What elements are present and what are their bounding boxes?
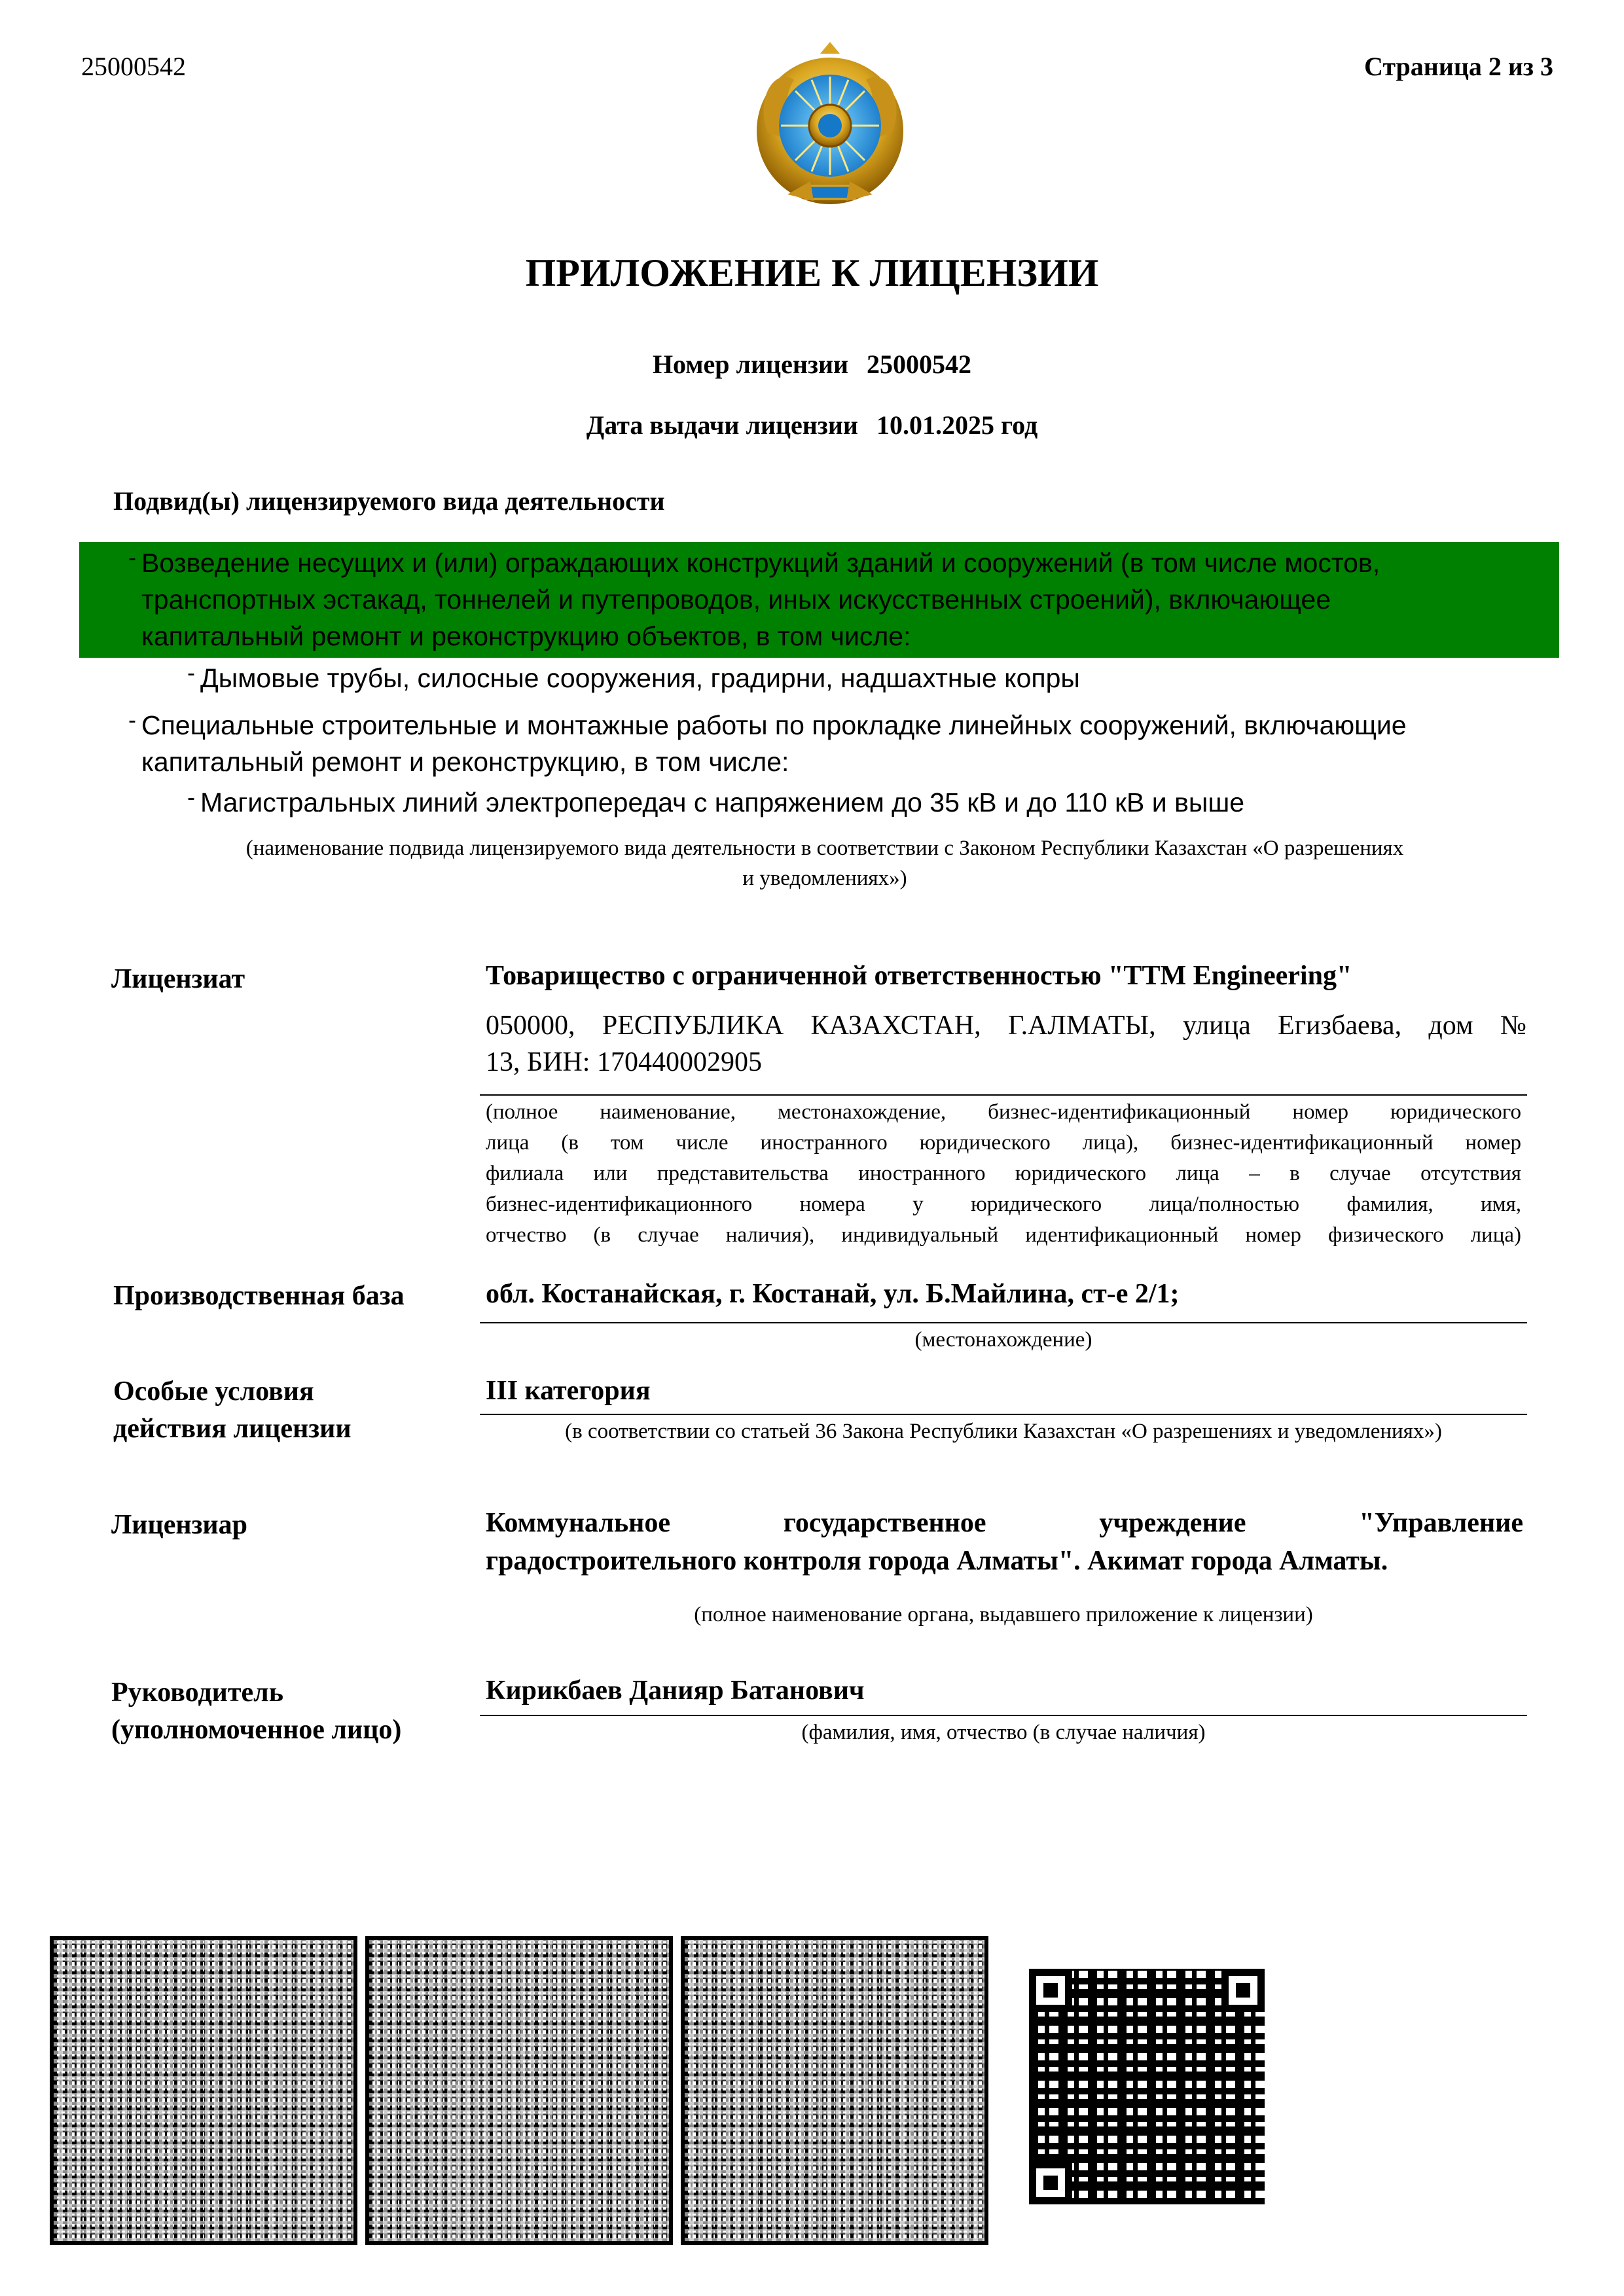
activity-subitem-2-text: Магистральных линий электропередач с напряжением до 35 кВ и до 110 кВ и выше [200, 787, 1245, 817]
license-number-label: Номер лицензии [652, 350, 849, 379]
licensee-label: Лицензиат [111, 964, 245, 994]
licensee-note-line: (полное наименование, местонахождение, бизнес-идентификационный номер юридического [486, 1100, 1521, 1124]
activity-subitem-1-text: Дымовые трубы, силосные сооружения, градирни, надшахтные копры [200, 663, 1080, 693]
special-conditions-value: III категория [486, 1376, 651, 1406]
licensor-note: (полное наименование органа, выдавшего приложение к лицензии) [694, 1603, 1313, 1626]
activity-item-2: - Специальные строительные и монтажные работы по прокладке линейных сооружений, включающие капитальный ремонт и реконструкцию, в том числе: [141, 707, 1407, 780]
licensee-name: Товарищество с ограниченной ответственностью "TTM Engineering" [486, 961, 1352, 991]
subtypes-note-line: (наименование подвида лицензируемого вида деятельности в соответствии с Законом Республики Казахстан «О разрешениях [245, 836, 1404, 860]
head-label-line: Руководитель [111, 1677, 283, 1708]
activity-item-2-line: капитальный ремонт и реконструкцию, в том числе: [141, 747, 789, 777]
activity-item-1-line: Возведение несущих и (или) ограждающих конструкций зданий и сооружений (в том числе мостов, [141, 548, 1380, 578]
special-conditions-label-line: Особые условия [113, 1376, 314, 1407]
state-emblem-icon [742, 41, 918, 217]
activity-item-1: - Возведение несущих и (или) ограждающих конструкций зданий и сооружений (в том числе мостов, транспортных эстакад, тоннелей и путепроводов, иных искусственных строений), включающее капитальный ремонт и реконструкцию объектов, в том числе: [141, 545, 1380, 655]
licensor-value-line2: градостроительного контроля города Алматы". Акимат города Алматы. [486, 1546, 1388, 1576]
licensee-note-line: отчество (в случае наличия), индивидуальный идентификационный номер физического лица) [486, 1223, 1521, 1247]
subtypes-heading: Подвид(ы) лицензируемого вида деятельности [113, 486, 665, 516]
document-number: 25000542 [81, 52, 186, 81]
head-name: Кирикбаев Данияр Батанович [486, 1676, 865, 1706]
licensee-note-line: филиала или представительства иностранного юридического лица – в случае отсутствия [486, 1162, 1521, 1185]
licensee-note-line: бизнес-идентификационного номера у юридического лица/полностью фамилия, имя, [486, 1193, 1521, 1216]
subtypes-note-line: и уведомлениях») [742, 867, 907, 890]
head-underline [480, 1715, 1527, 1716]
production-base-value: обл. Костанайская, г. Костанай, ул. Б.Майлина, ст-е 2/1; [486, 1279, 1180, 1309]
production-base-underline [480, 1322, 1527, 1323]
activity-subitem-1: - Дымовые трубы, силосные сооружения, градирни, надшахтные копры [200, 660, 1080, 696]
licensor-label: Лицензиар [111, 1510, 247, 1540]
licensee-note-line: лица (в том числе иностранного юридического лица), бизнес-идентификационный номер [486, 1131, 1521, 1155]
licensee-note [486, 1097, 1521, 1251]
issue-date-label: Дата выдачи лицензии [586, 410, 858, 440]
special-conditions-note: (в соответствии со статьей 36 Закона Республики Казахстан «О разрешениях и уведомлениях») [565, 1420, 1442, 1443]
page-title: ПРИЛОЖЕНИЕ К ЛИЦЕНЗИИ [525, 251, 1099, 295]
activity-item-1-line: транспортных эстакад, тоннелей и путепроводов, иных искусственных строений), включающее [141, 584, 1331, 615]
activity-item-2-line: Специальные строительные и монтажные работы по прокладке линейных сооружений, включающие [141, 710, 1407, 740]
head-label-line: (уполномоченное лицо) [111, 1715, 402, 1745]
issue-date-value: 10.01.2025 год [876, 410, 1038, 440]
licensee-underline [480, 1094, 1527, 1096]
special-conditions-label [113, 1373, 352, 1448]
issue-date-row [0, 410, 1624, 440]
head-label [111, 1674, 401, 1749]
subtypes-note [98, 833, 1551, 893]
production-base-label: Производственная база [113, 1281, 405, 1311]
qr-code-3-icon [681, 1936, 988, 2245]
license-number-value: 25000542 [867, 350, 972, 379]
activity-item-1-line: капитальный ремонт и реконструкцию объектов, в том числе: [141, 621, 911, 651]
licensor-value-line1: Коммунальное государственное учреждение "Управление [486, 1508, 1523, 1538]
license-number-row [0, 349, 1624, 380]
special-conditions-label-line: действия лицензии [113, 1414, 352, 1444]
qr-code-2-icon [365, 1936, 673, 2245]
page-counter: Страница 2 из 3 [1363, 52, 1553, 81]
licensee-address-line1: 050000, РЕСПУБЛИКА КАЗАХСТАН, Г.АЛМАТЫ, улица Егизбаева, дом № [486, 1011, 1526, 1041]
production-base-note: (местонахождение) [914, 1328, 1092, 1352]
licensee-address-line2: 13, БИН: 170440002905 [486, 1047, 762, 1077]
qr-code-1-icon [50, 1936, 357, 2245]
special-conditions-underline [480, 1414, 1527, 1415]
head-note: (фамилия, имя, отчество (в случае наличия) [801, 1721, 1206, 1744]
activity-subitem-2: - Магистральных линий электропередач с напряжением до 35 кВ и до 110 кВ и выше [200, 784, 1244, 821]
qr-code-4-icon [1029, 1969, 1265, 2204]
